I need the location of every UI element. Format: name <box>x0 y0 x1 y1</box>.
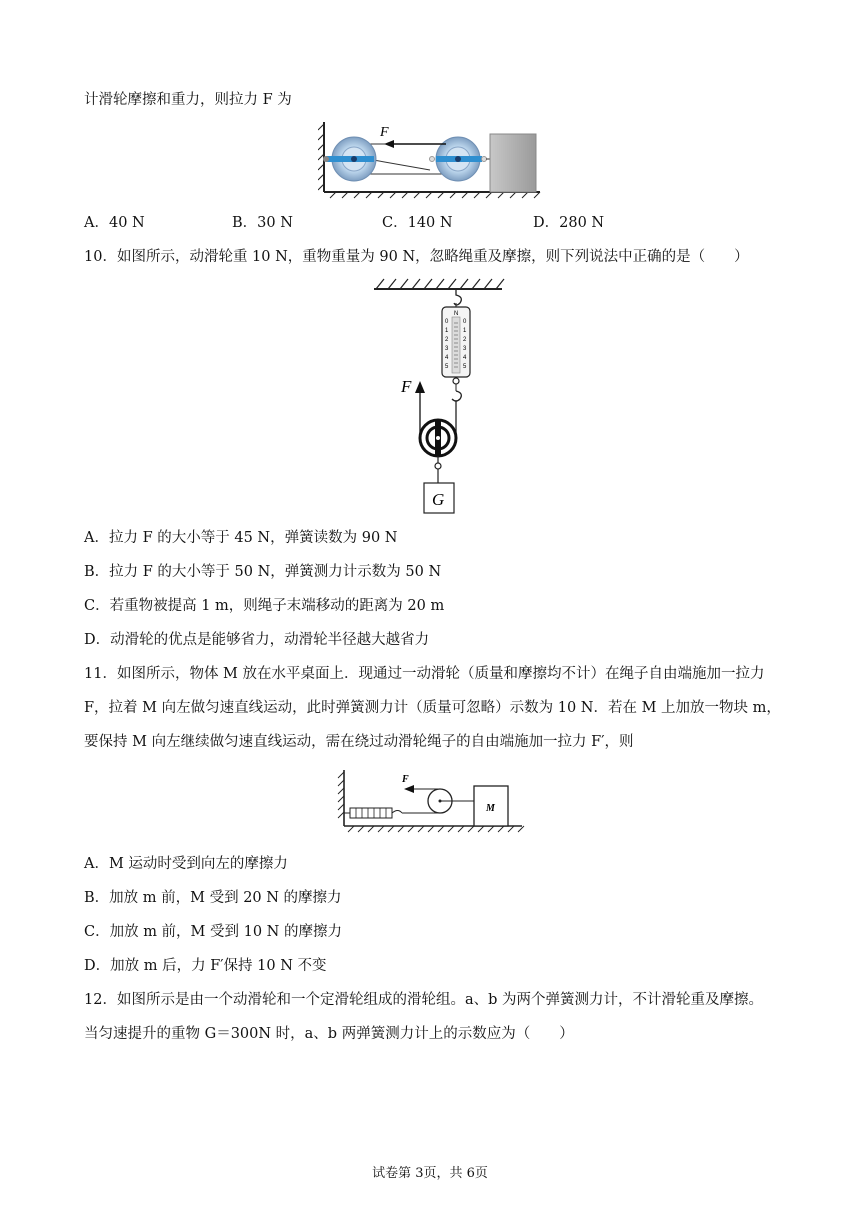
q10-scale-tick-right: 4 <box>463 355 467 361</box>
q9-option-c: C．140 N <box>382 215 453 231</box>
q10-scale-tick-left: 3 <box>445 346 449 352</box>
q12-stem-line-1: 12．如图所示是由一个动滑轮和一个定滑轮组成的滑轮组。a、b 为两个弹簧测力计，不计滑轮重及摩擦。 <box>84 992 763 1008</box>
q11-fig-label-f: F <box>402 774 409 785</box>
q9-stem-tail: 计滑轮摩擦和重力，则拉力 F 为 <box>84 92 292 108</box>
q10-scale-tick-right: 1 <box>463 328 467 334</box>
q10-scale-unit: N <box>454 311 459 317</box>
q10-scale-tick-right: 5 <box>463 364 467 370</box>
page-footer: 试卷第 3页，共 6页 <box>372 1166 488 1181</box>
q10-stem: 10．如图所示，动滑轮重 10 N，重物重量为 90 N，忽略绳重及摩擦，则下列说法中正确的是（ ） <box>84 249 749 265</box>
q10-fig-label-g: G <box>432 490 445 509</box>
q10-option-a: A．拉力 F 的大小等于 45 N，弹簧读数为 90 N <box>84 530 398 546</box>
q11-stem-line-3: 要保持 M 向左继续做匀速直线运动，需在绕过动滑轮绳子的自由端施加一拉力 F′，则 <box>84 734 634 750</box>
q11-option-b: B．加放 m 前，M 受到 20 N 的摩擦力 <box>84 890 342 906</box>
q10-fig-label-f: F <box>401 377 412 396</box>
q11-stem-line-1: 11．如图所示，物体 M 放在水平桌面上．现通过一动滑轮（质量和摩擦均不计）在绳子自由端施加一拉力 <box>84 666 765 682</box>
q10-scale-tick-left: 2 <box>445 337 449 343</box>
q11-option-d: D．加放 m 后，力 F′保持 10 N 不变 <box>84 958 327 974</box>
q12-stem-line-2: 当匀速提升的重物 G＝300N 时，a、b 两弹簧测力计上的示数应为（ ） <box>84 1026 574 1042</box>
q11-fig-label-m: M <box>486 803 495 814</box>
q10-option-b: B．拉力 F 的大小等于 50 N，弹簧测力计示数为 50 N <box>84 564 442 580</box>
q11-stem-line-2: F，拉着 M 向左做匀速直线运动，此时弹簧测力计（质量可忽略）示数为 10 N．若在 M 上加放一物块 m， <box>84 700 781 716</box>
q10-scale-tick-left: 5 <box>445 364 449 370</box>
q9-pulley-figure <box>318 118 546 204</box>
q10-option-d: D．动滑轮的优点是能够省力，动滑轮半径越大越省力 <box>84 632 430 648</box>
q10-scale-tick-left: 0 <box>445 319 449 325</box>
q10-pulley-figure <box>368 277 508 517</box>
q9-option-b: B．30 N <box>232 215 293 231</box>
q11-option-a: A．M 运动时受到向左的摩擦力 <box>84 856 288 872</box>
q10-option-c: C．若重物被提高 1 m，则绳子末端移动的距离为 20 m <box>84 598 445 614</box>
q9-option-a: A．40 N <box>84 215 145 231</box>
q11-option-c: C．加放 m 前，M 受到 10 N 的摩擦力 <box>84 924 342 940</box>
q10-scale-tick-right: 3 <box>463 346 467 352</box>
q10-scale-tick-left: 4 <box>445 355 449 361</box>
q10-scale-tick-left: 1 <box>445 328 449 334</box>
q9-fig-label-f: F <box>380 125 389 140</box>
q10-scale-tick-right: 2 <box>463 337 467 343</box>
q11-pulley-figure <box>336 768 526 836</box>
q10-scale-tick-right: 0 <box>463 319 467 325</box>
q9-option-d: D．280 N <box>533 215 605 231</box>
